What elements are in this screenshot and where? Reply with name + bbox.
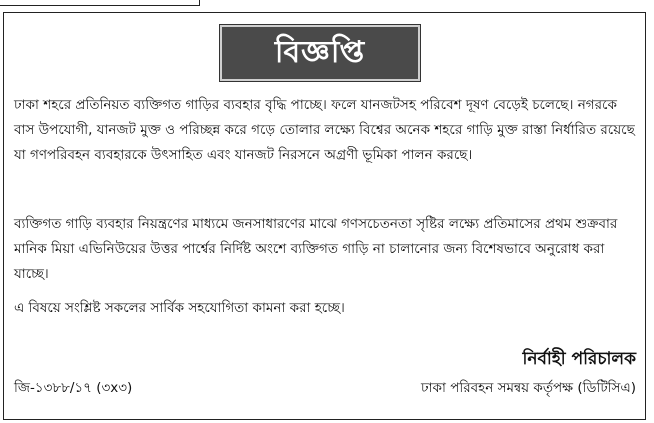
organization-name: ঢাকা পরিবহন সমন্বয় কর্তৃপক্ষ (ডিটিসিএ) (421, 380, 636, 396)
top-border-strip (0, 0, 200, 6)
notice-title: বিজ্ঞপ্তি (220, 25, 420, 81)
reference-code: জি-১৩৮৮/১৭ (৩x৩) (14, 380, 133, 396)
notice-paragraph-3: এ বিষয়ে সংশ্লিষ্ট সকলের সার্বিক সহযোগিতা কামনা করা হচ্ছে। (14, 300, 345, 316)
notice-paragraph-2: ব্যক্তিগত গাড়ি ব্যবহার নিয়ন্ত্রণের মাধ্যমে জনসাধারণের মাঝে গণসচেতনতা সৃষ্টির লক্ষ্যে প্রতিমাসের প্রথম শুক্রবার মানিক মিয়া এভিনিউয়ের উত্তর পার্শ্বের নির্দিষ্ট অংশে ব্যক্তিগত গাড়ি না চালানোর জন্য বিশেষভাবে অনুরোধ করা যাচ্ছে। (14, 216, 618, 282)
notice-paragraph-1: ঢাকা শহরে প্রতিনিয়ত ব্যক্তিগত গাড়ির ব্যবহার বৃদ্ধি পাচ্ছে। ফলে যানজটসহ পরিবেশ দূষণ বেড়েই চলেছে। নগরকে বাস উপযোগী, যানজট মুক্ত ও পরিচ্ছন্ন করে গড়ে তোলার লক্ষ্যে বিশ্বের অনেক শহরে গাড়ি মুক্ত রাস্তা নির্ধারিত রয়েছে যা গণপরিবহন ব্যবহারকে উৎসাহিত এবং যানজট নিরসনে অগ্রণী ভূমিকা পালন করছে। (14, 97, 635, 163)
signatory-title: নির্বাহী পরিচালক (522, 349, 636, 369)
